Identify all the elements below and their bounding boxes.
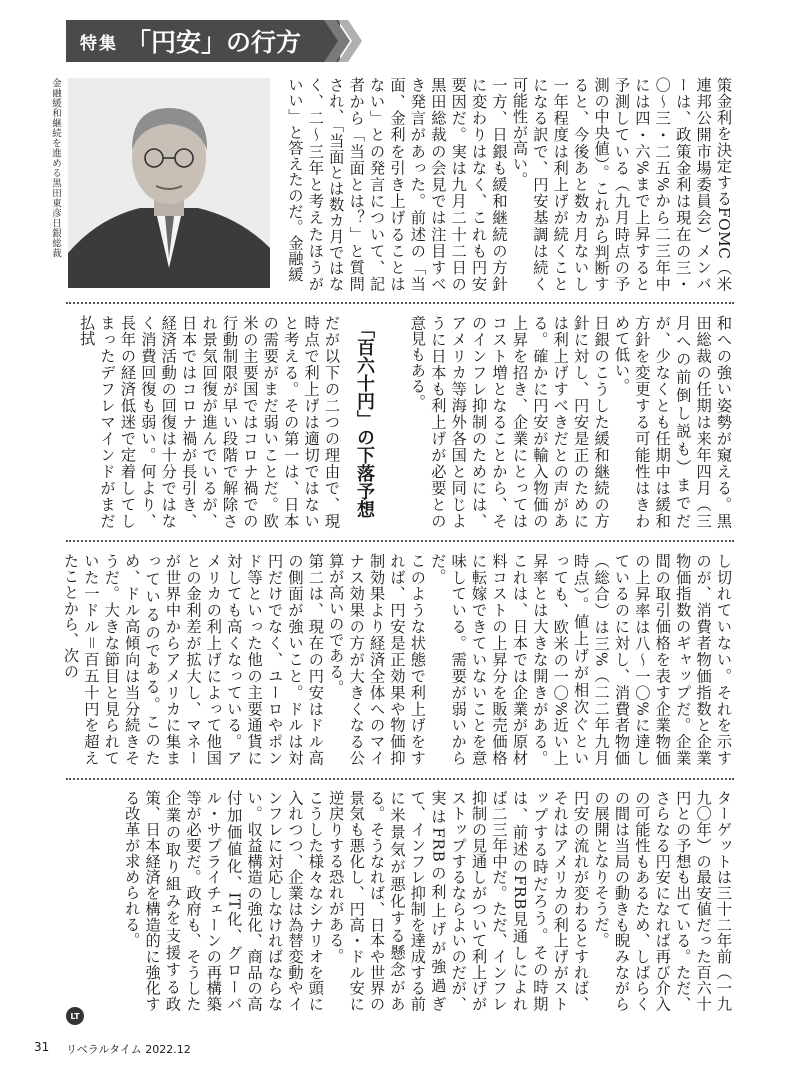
row3-text [62,553,734,766]
section-kind: 特集 [80,33,118,54]
paragraph: だが以下の二つの理由で、現時点で利上げは適切ではないと考える。その第一は、日本の需要がまだ弱いことだ。欧米の主要国ではコロナ禍での行動制限が早い段階で解除され景気回復が進んでいるが、日本ではコロナ禍が長引き、経済活動の回復は十分ではなく消費回復も弱い。何より、長年の経済低迷で定着してしまったデフレマインドがまだ払拭 [78,315,341,529]
lt-logo-icon: LT [66,1007,84,1025]
paragraph: ターゲットは三十二年前（一九九〇年）の最安値だった百六十円との予想も出ている。ただ、さらなる円安になれば再び介入の可能性もあるため、しばらくの間は当局の動きも睨みながらの展開となりそうだ。 [592,790,733,1012]
row2-text-left [66,315,342,529]
paragraph: 策金利を決定するFOMC（米連邦公開市場委員会）メンバーは、政策金利は現在の三・〇〜三・二五%から二三年中には四・六%まで上昇すると予測している（九月時点の予測の中央値）。これから判断すると、今後あと数カ月ないし一年程度は利上げが続くことになる訳で、円安基調は続く可能性が高い。 [510,77,733,292]
paragraph: 第二は、現在の円安はドル高の側面が強いこと。ドルは対円だけでなく、ユーロやポンド等といった他の主要通貨に対しても高くなっている。アメリカの利上げによって他国との金利差が拡大し、マネーが世界中からアメリカに集まっているのである。このため、ドル高傾向は当分続きそうだ。大きな節目と見られていた一ドル＝百五十円を超えたことから、次の [62,553,325,766]
page-number: 31 [34,1040,50,1054]
divider [66,778,734,780]
magazine-issue: リベラルタイム 2022.12 [66,1043,191,1056]
section-banner [66,20,340,62]
row1-text [282,77,734,292]
divider [66,302,734,304]
paragraph: し切れていない。それを示すのが、消費者物価指数と企業物価指数のギャップだ。企業間の取引価格を表す企業物価の上昇率は八〜一〇%に達しているのに対し、消費者物価（総合）は三%（二二年九月時点）。値上げが相次ぐといっても、欧米の一〇%近い上昇率とは大きな開きがある。これは、日本では企業が原材料コストの上昇分を販売価格に転嫁できていないことを意味している。需要が弱いからだ。 [429,553,733,766]
section-subhead: 「百六十円」の下落予想 [354,320,375,518]
article-title: 「円安」の行方 [126,28,302,57]
paragraph: このような状態で利上げをすれば、円安是正効果や物価抑制効果より経済全体へのマイナス効果の方が大きくなる公算が高いのである。 [327,553,427,766]
divider [66,540,734,542]
chevron-arrows-icon [324,20,368,62]
paragraph: 円安の流れが変わるとすれば、それはアメリカの利上げがストップする時だろう。その時期は、前述のFRB見通しによれば二三年中だ。ただ、インフレ抑制の見通しがついて利上げがストップするならよいのだが、実はFRBの利上げが強過ぎて、インフレ抑制を達成する前に米景気が悪化する懸念がある。そうなれば、日本や世界の景気も悪化し、円高・ドル安に逆戻りする恐れがある。 [327,790,591,1012]
row2-text-right [388,315,734,529]
paragraph: こうした様々なシナリオを頭に入れつつ、企業は為替変動やインフレに対応しなければならない。収益構造の強化、商品の高付加価値化、IT化、グローバル・サプライチェーンの再構築等が必要だ。政府も、そうした企業の取り組みを支援する政策、日本経済を構造的に強化する改革が求められる。 [123,790,325,1012]
paragraph: 和への強い姿勢が窺える。黒田総裁の任期は来年四月（三月への前倒し説も）までだが、少なくとも任期中は緩和方針を変更する可能性はきわめて低い。 [612,315,733,529]
portrait-photo [68,78,270,288]
photo-caption: 金融緩和継続を進める黒田東彦日銀総裁 [50,78,61,258]
paragraph: 日銀のこうした緩和継続の方針に対し、円安是正のためには利上げすべきだとの声がある。確かに円安が輸入物価の上昇を招き、企業にとってはコスト増となることから、そのインフレ抑制のためには、アメリカ等海外各国と同じように日本も利上げが必要との意見もある。 [408,315,611,529]
paragraph: 一方、日銀も緩和継続の方針に変わりはなく、これも円安要因だ。実は九月二十二日の黒田総裁の会見では注目すべき発言があった。前述の「当面、金利を引き上げることはない」との発言について、記者から「当面とは？」と質問され、「当面とは数カ月ではなく、二〜三年と考えたほうがいい」と答えたのだ。金融緩 [286,77,509,292]
row4-text [86,790,734,1012]
